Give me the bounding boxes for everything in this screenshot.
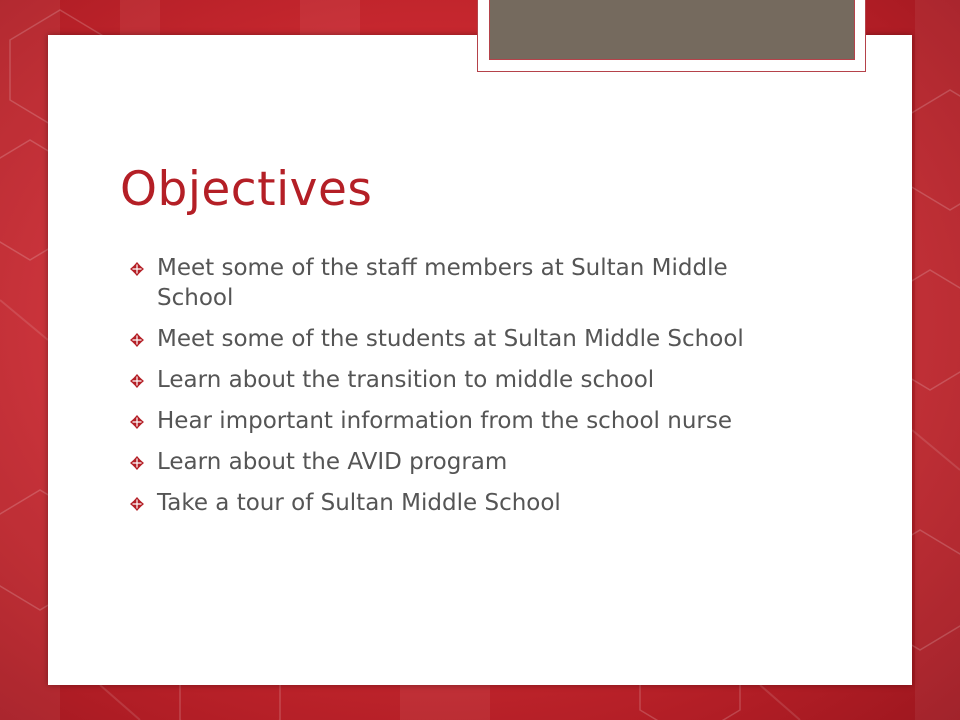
- list-item: [130, 488, 790, 518]
- list-item: [130, 447, 790, 477]
- list-item: [130, 365, 790, 395]
- list-item: [130, 324, 790, 354]
- bullet-text: Learn about the transition to middle school: [157, 367, 655, 393]
- quad-petal-bullet-icon: [130, 497, 144, 511]
- bullet-text: Learn about the AVID program: [157, 449, 508, 475]
- list-item: [130, 253, 790, 313]
- bullet-text: Hear important information from the school nurse: [157, 408, 732, 434]
- quad-petal-bullet-icon: [130, 415, 144, 429]
- quad-petal-bullet-icon: [130, 374, 144, 388]
- slide-title: Objectives: [120, 162, 373, 217]
- quad-petal-bullet-icon: [130, 456, 144, 470]
- objectives-list: [130, 253, 790, 529]
- bullet-text: Meet some of the students at Sultan Middle School: [157, 326, 744, 352]
- quad-petal-bullet-icon: [130, 262, 144, 276]
- bullet-text: Meet some of the staff members at Sultan Middle School: [157, 255, 728, 311]
- header-accent-block: [489, 0, 855, 60]
- bullet-text: Take a tour of Sultan Middle School: [157, 490, 561, 516]
- quad-petal-bullet-icon: [130, 333, 144, 347]
- list-item: [130, 406, 790, 436]
